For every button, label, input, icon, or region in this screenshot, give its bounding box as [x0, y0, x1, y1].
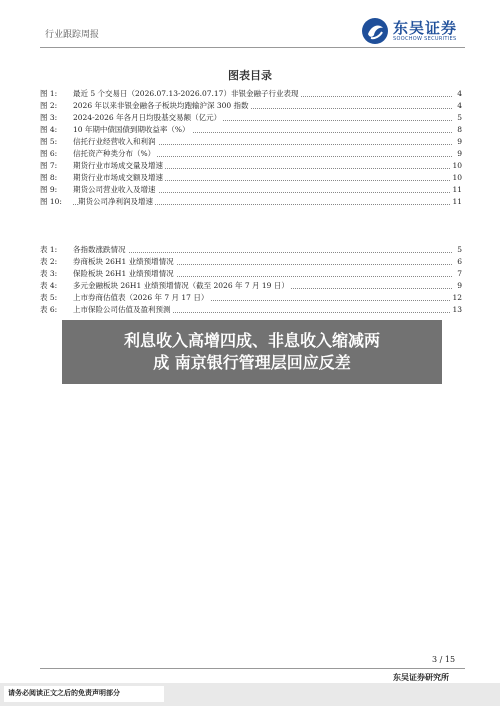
- toc-page-number: 10: [452, 161, 462, 170]
- toc-row: [40, 292, 462, 303]
- brand-logo: [360, 16, 470, 46]
- brand-name-cn: 东吴证券: [393, 19, 458, 37]
- toc-row: [40, 256, 462, 267]
- header-divider: [40, 47, 465, 48]
- toc-row: [40, 148, 462, 159]
- toc-row: [40, 184, 462, 195]
- toc-entry-text: 上市券商估值表（2026 年 7 月 17 日）: [73, 293, 209, 302]
- toc-label: 图 6:: [40, 149, 58, 158]
- toc-label: 表 6:: [40, 305, 58, 314]
- toc-page-number: 13: [452, 305, 462, 314]
- toc-label: 图 5:: [40, 137, 58, 146]
- brand-logo-icon: [360, 16, 390, 46]
- toc-page-number: 9: [457, 281, 462, 290]
- toc-page-number: 5: [457, 113, 462, 122]
- toc-page-number: 10: [452, 173, 462, 182]
- bottom-bar: [0, 683, 500, 706]
- toc-label: 表 1:: [40, 245, 58, 254]
- toc-label: 表 2:: [40, 257, 58, 266]
- toc-entry-text: 多元金融板块 26H1 业绩预增情况（截至 2026 年 7 月 19 日）: [73, 281, 289, 290]
- toc-label: 图 2:: [40, 101, 58, 110]
- toc-entry-text: 2024-2026 年各月日均股基交易额（亿元）: [73, 113, 222, 122]
- toc-row: [40, 136, 462, 147]
- toc-page-number: 4: [457, 101, 462, 110]
- toc-label: 表 3:: [40, 269, 58, 278]
- footer-org: 东吴证券研究所: [393, 672, 449, 682]
- toc-entry-text: 期货行业市场成交额及增速: [73, 173, 163, 182]
- toc-page-number: 5: [457, 245, 462, 254]
- toc-row: [40, 160, 462, 171]
- toc-page-number: 9: [457, 149, 462, 158]
- toc-label: 图 10:: [40, 197, 62, 206]
- toc-label: 图 9:: [40, 185, 58, 194]
- toc-entry-text: 2026 年以来非银金融各子板块均跑输沪深 300 指数: [73, 101, 249, 110]
- disclaimer-text: 请务必阅读正文之后的免责声明部分: [8, 688, 120, 697]
- toc-label: 图 1:: [40, 89, 58, 98]
- toc-page-number: 11: [452, 197, 462, 206]
- toc-row: [40, 112, 462, 123]
- toc-row: [40, 100, 462, 111]
- toc-row: [40, 268, 462, 279]
- toc-entry-text: 信托资产种类分布（%）: [73, 149, 156, 158]
- toc-page-number: 7: [457, 269, 462, 278]
- toc-page-number: 12: [452, 293, 462, 302]
- toc-row: [40, 172, 462, 183]
- toc-entry-text: 期货公司净利润及增速: [78, 197, 153, 206]
- toc-row: [40, 304, 462, 315]
- page-number: 3 / 15: [432, 655, 456, 664]
- toc-entry-text: 期货行业市场成交量及增速: [73, 161, 163, 170]
- toc-label: 表 5:: [40, 293, 58, 302]
- toc-page-number: 9: [457, 137, 462, 146]
- toc-page-number: 6: [457, 257, 462, 266]
- toc-row: [40, 196, 462, 207]
- toc-label: 图 4:: [40, 125, 58, 134]
- toc-label: 图 3:: [40, 113, 58, 122]
- toc-page-number: 8: [457, 125, 462, 134]
- toc-entry-text: 10 年期中债国债到期收益率（%）: [73, 125, 190, 134]
- toc-entry-text: 保险板块 26H1 业绩预增情况: [73, 269, 174, 278]
- headline-line-2: 成 南京银行管理层回应反差: [153, 353, 351, 372]
- brand-name-en: SOOCHOW SECURITIES: [393, 36, 457, 42]
- toc-row: [40, 88, 462, 99]
- headline-overlay: [62, 320, 442, 384]
- toc-label: 图 8:: [40, 173, 58, 182]
- toc-label: 表 4:: [40, 281, 58, 290]
- toc-row: [40, 244, 462, 255]
- toc-entry-text: 上市保险公司估值及盈利预测: [73, 305, 171, 314]
- toc-label: 图 7:: [40, 161, 58, 170]
- toc-page-number: 11: [452, 185, 462, 194]
- toc-entry-text: 最近 5 个交易日（2026.07.13-2026.07.17）非银金融子行业表现: [73, 89, 299, 98]
- footer-divider: [40, 668, 465, 669]
- headline-line-1: 利息收入高增四成、非息收入缩减两: [123, 331, 380, 350]
- toc-entry-text: 期货公司营业收入及增速: [73, 185, 156, 194]
- toc-entry-text: 信托行业经营收入和利润: [73, 137, 156, 146]
- report-type-label: 行业跟踪周报: [45, 30, 100, 40]
- toc-row: [40, 124, 462, 135]
- toc-page-number: 4: [457, 89, 462, 98]
- toc-entry-text: 各指数涨跌情况: [73, 245, 126, 254]
- toc-row: [40, 280, 462, 291]
- toc-title: 图表目录: [228, 69, 272, 82]
- toc-entry-text: 券商板块 26H1 业绩预增情况: [73, 257, 174, 266]
